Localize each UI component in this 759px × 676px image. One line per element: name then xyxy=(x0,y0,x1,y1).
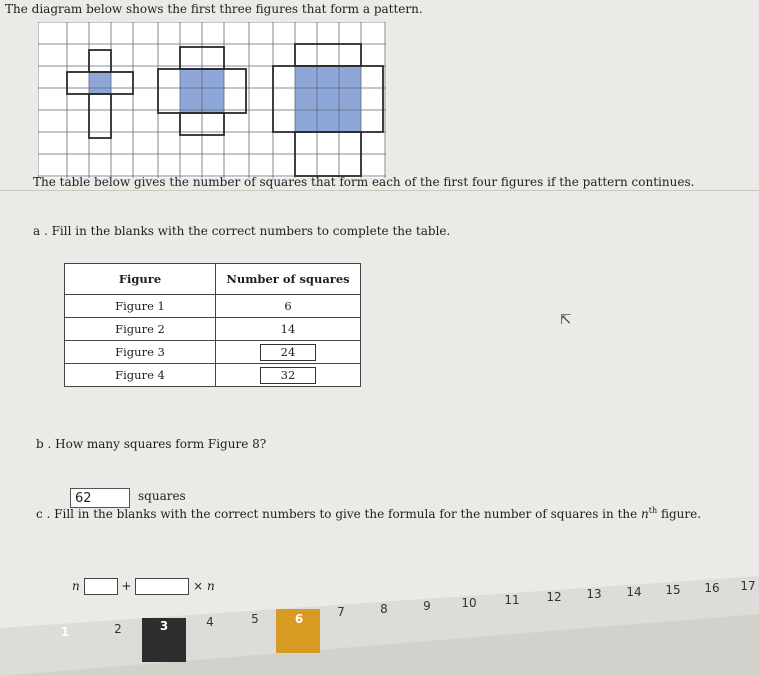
answer-box-figure-4[interactable]: 32 xyxy=(260,367,316,384)
number-16[interactable]: 16 xyxy=(704,581,720,595)
table-row xyxy=(65,341,361,364)
part-c-label xyxy=(36,506,701,521)
number-5[interactable]: 5 xyxy=(251,612,259,626)
number-3[interactable]: 3 xyxy=(159,619,169,633)
number-13[interactable]: 13 xyxy=(586,587,602,601)
header-number-of-squares: Number of squares xyxy=(216,264,361,295)
number-4[interactable]: 4 xyxy=(206,615,214,629)
part-c-text: c . Fill in the blanks with the correct numbers to give the formula for the number of squares in the xyxy=(36,507,638,521)
intro-text: The diagram below shows the first three figures that form a pattern. xyxy=(5,2,423,16)
squares-table xyxy=(64,263,361,387)
part-c-sup: th xyxy=(648,506,658,515)
number-11[interactable]: 11 xyxy=(504,593,520,607)
divider xyxy=(0,190,759,191)
figure-1-square xyxy=(89,72,111,94)
mouse-cursor-icon: ⇱ xyxy=(560,312,572,328)
table-intro-text: The table below gives the number of squares that form each of the first four figures if the pattern continues. xyxy=(33,175,695,189)
number-2[interactable]: 2 xyxy=(114,622,122,636)
header-figure: Figure xyxy=(65,264,216,295)
part-b-label: b . How many squares form Figure 8? xyxy=(36,437,267,451)
figure-cell: Figure 1 xyxy=(65,295,216,318)
formula-n: n xyxy=(72,579,80,593)
part-c-n: n xyxy=(641,507,649,521)
part-b-answer-input[interactable]: 62 xyxy=(70,488,130,508)
number-12[interactable]: 12 xyxy=(546,590,562,604)
figure-cell: Figure 3 xyxy=(65,341,216,364)
number-8[interactable]: 8 xyxy=(380,602,388,616)
figure-cell: Figure 4 xyxy=(65,364,216,387)
table-row xyxy=(65,318,361,341)
formula-times: × n xyxy=(193,579,215,593)
number-14[interactable]: 14 xyxy=(626,585,642,599)
number-7[interactable]: 7 xyxy=(337,605,345,619)
number-1[interactable]: 1 xyxy=(60,625,70,639)
part-b-unit: squares xyxy=(138,489,186,503)
formula-plus: + xyxy=(121,579,132,593)
pattern-grid xyxy=(38,22,386,178)
number-pad xyxy=(0,576,759,676)
figure-cell: Figure 2 xyxy=(65,318,216,341)
value-cell: 14 xyxy=(216,318,361,341)
value-cell: 6 xyxy=(216,295,361,318)
number-10[interactable]: 10 xyxy=(461,596,477,610)
table-row xyxy=(65,364,361,387)
answer-box-figure-3[interactable]: 24 xyxy=(260,344,316,361)
number-15[interactable]: 15 xyxy=(665,583,681,597)
figure-3-square xyxy=(295,66,361,132)
part-c-suffix: figure. xyxy=(660,507,702,521)
number-9[interactable]: 9 xyxy=(423,599,431,613)
number-17[interactable]: 17 xyxy=(740,579,756,593)
number-6[interactable]: 6 xyxy=(294,612,304,626)
part-a-label: a . Fill in the blanks with the correct numbers to complete the table. xyxy=(33,224,451,238)
table-row xyxy=(65,295,361,318)
